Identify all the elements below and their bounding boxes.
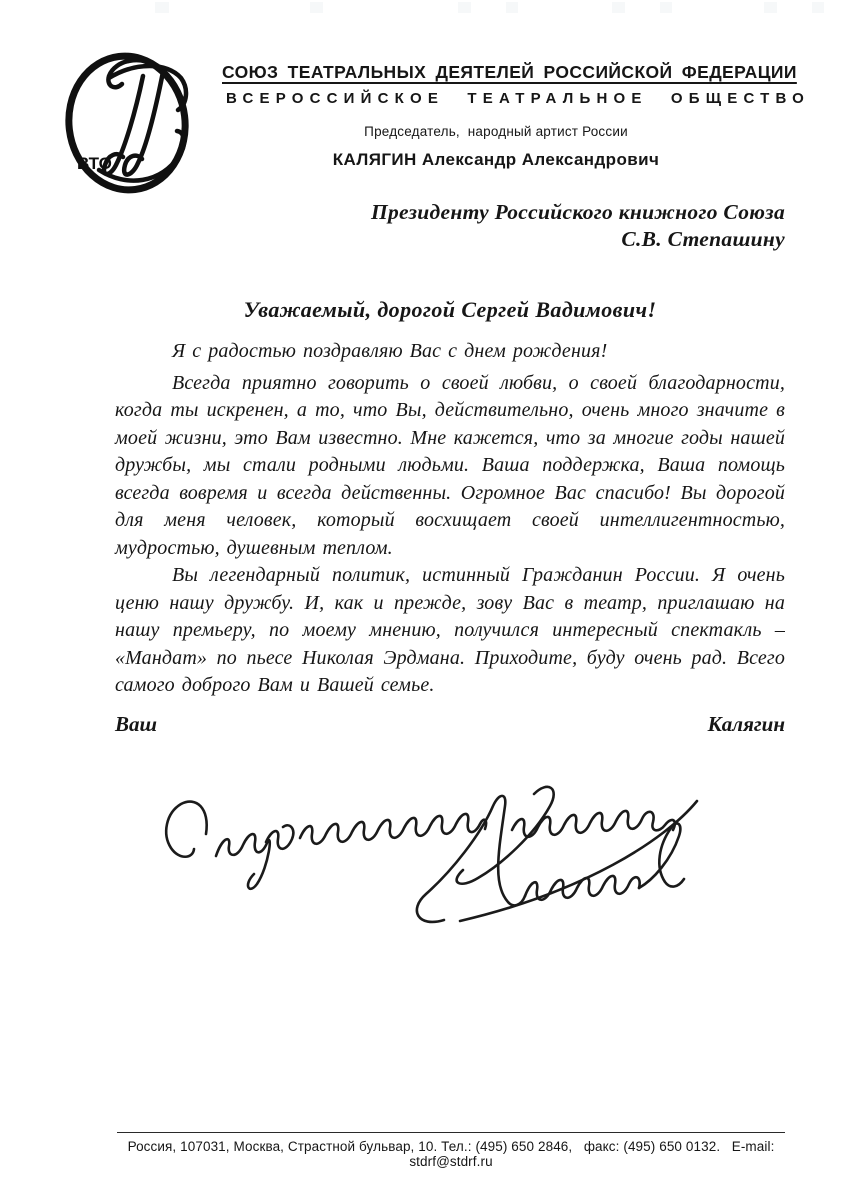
vto-logo: [57, 44, 205, 196]
scan-artifact: [812, 2, 824, 13]
org-name-line2: ВСЕРОССИЙСКОЕ ТЕАТРАЛЬНОЕ ОБЩЕСТВО: [226, 90, 811, 107]
scan-artifact: [764, 2, 777, 13]
scan-artifact: [458, 2, 471, 13]
recipient-line2: С.В. Степашину: [621, 227, 785, 251]
signature-handwriting: [160, 772, 710, 932]
letterhead: [222, 62, 811, 170]
closing-line: [115, 712, 785, 737]
letter-paragraph: Я с радостью поздравляю Вас с днем рождения!: [172, 340, 608, 362]
closing-left: Ваш: [115, 712, 157, 736]
footer-contact: Россия, 107031, Москва, Страстной бульвар, 10. Тел.: (495) 650 2846, факс: (495) 650 0132. E-mail: stdrf@stdrf.ru: [117, 1132, 785, 1169]
chairman-name: КАЛЯГИН Александр Александрович: [332, 150, 660, 169]
recipient-line1: Президенту Российского книжного Союза: [370, 200, 785, 224]
scan-artifact: [660, 2, 672, 13]
org-name-line1: СОЮЗ ТЕАТРАЛЬНЫХ ДЕЯТЕЛЕЙ РОССИЙСКОЙ ФЕДЕРАЦИИ: [222, 62, 797, 82]
scan-artifact: [612, 2, 625, 13]
signature-icon: [160, 772, 710, 932]
letter-paragraph: Всегда приятно говорить о своей любви, о своей благодарности, когда ты искренен, а то, что Вы, действительно, очень много значите в моей жизни, это Вам известно. Мне кажется, что за многие годы нашей дружбы, мы стали родными людьми. Ваша поддержка, Ваша помощь всегда вовремя и всегда действенны. Огромное Вас спасибо! Вы дорогой для меня человек, который восхищает своей интеллигентностью, мудростью, душевным теплом.: [115, 371, 785, 559]
closing-right: Калягин: [707, 712, 785, 736]
scan-artifact: [310, 2, 323, 13]
scan-artifact: [506, 2, 518, 13]
logo-vto-label: ВТО: [77, 154, 112, 173]
recipient-block: [185, 199, 785, 253]
chairman-title: Председатель, народный артист России: [364, 124, 628, 139]
letter-paragraph: Вы легендарный политик, истинный Гражданин России. Я очень ценю нашу дружбу. И, как и прежде, зову Вас в театр, приглашаю на нашу премьеру, по моему мнению, получился интересный спектакль – «Мандат» по пьесе Николая Эрдмана. Приходите, буду очень рад. Всего самого доброго Вам и Вашей семье.: [115, 564, 785, 696]
vto-monogram-icon: [57, 44, 205, 196]
scan-artifact: [155, 2, 169, 13]
salutation: Уважаемый, дорогой Сергей Вадимович!: [243, 297, 657, 322]
letter-body: [115, 338, 785, 700]
